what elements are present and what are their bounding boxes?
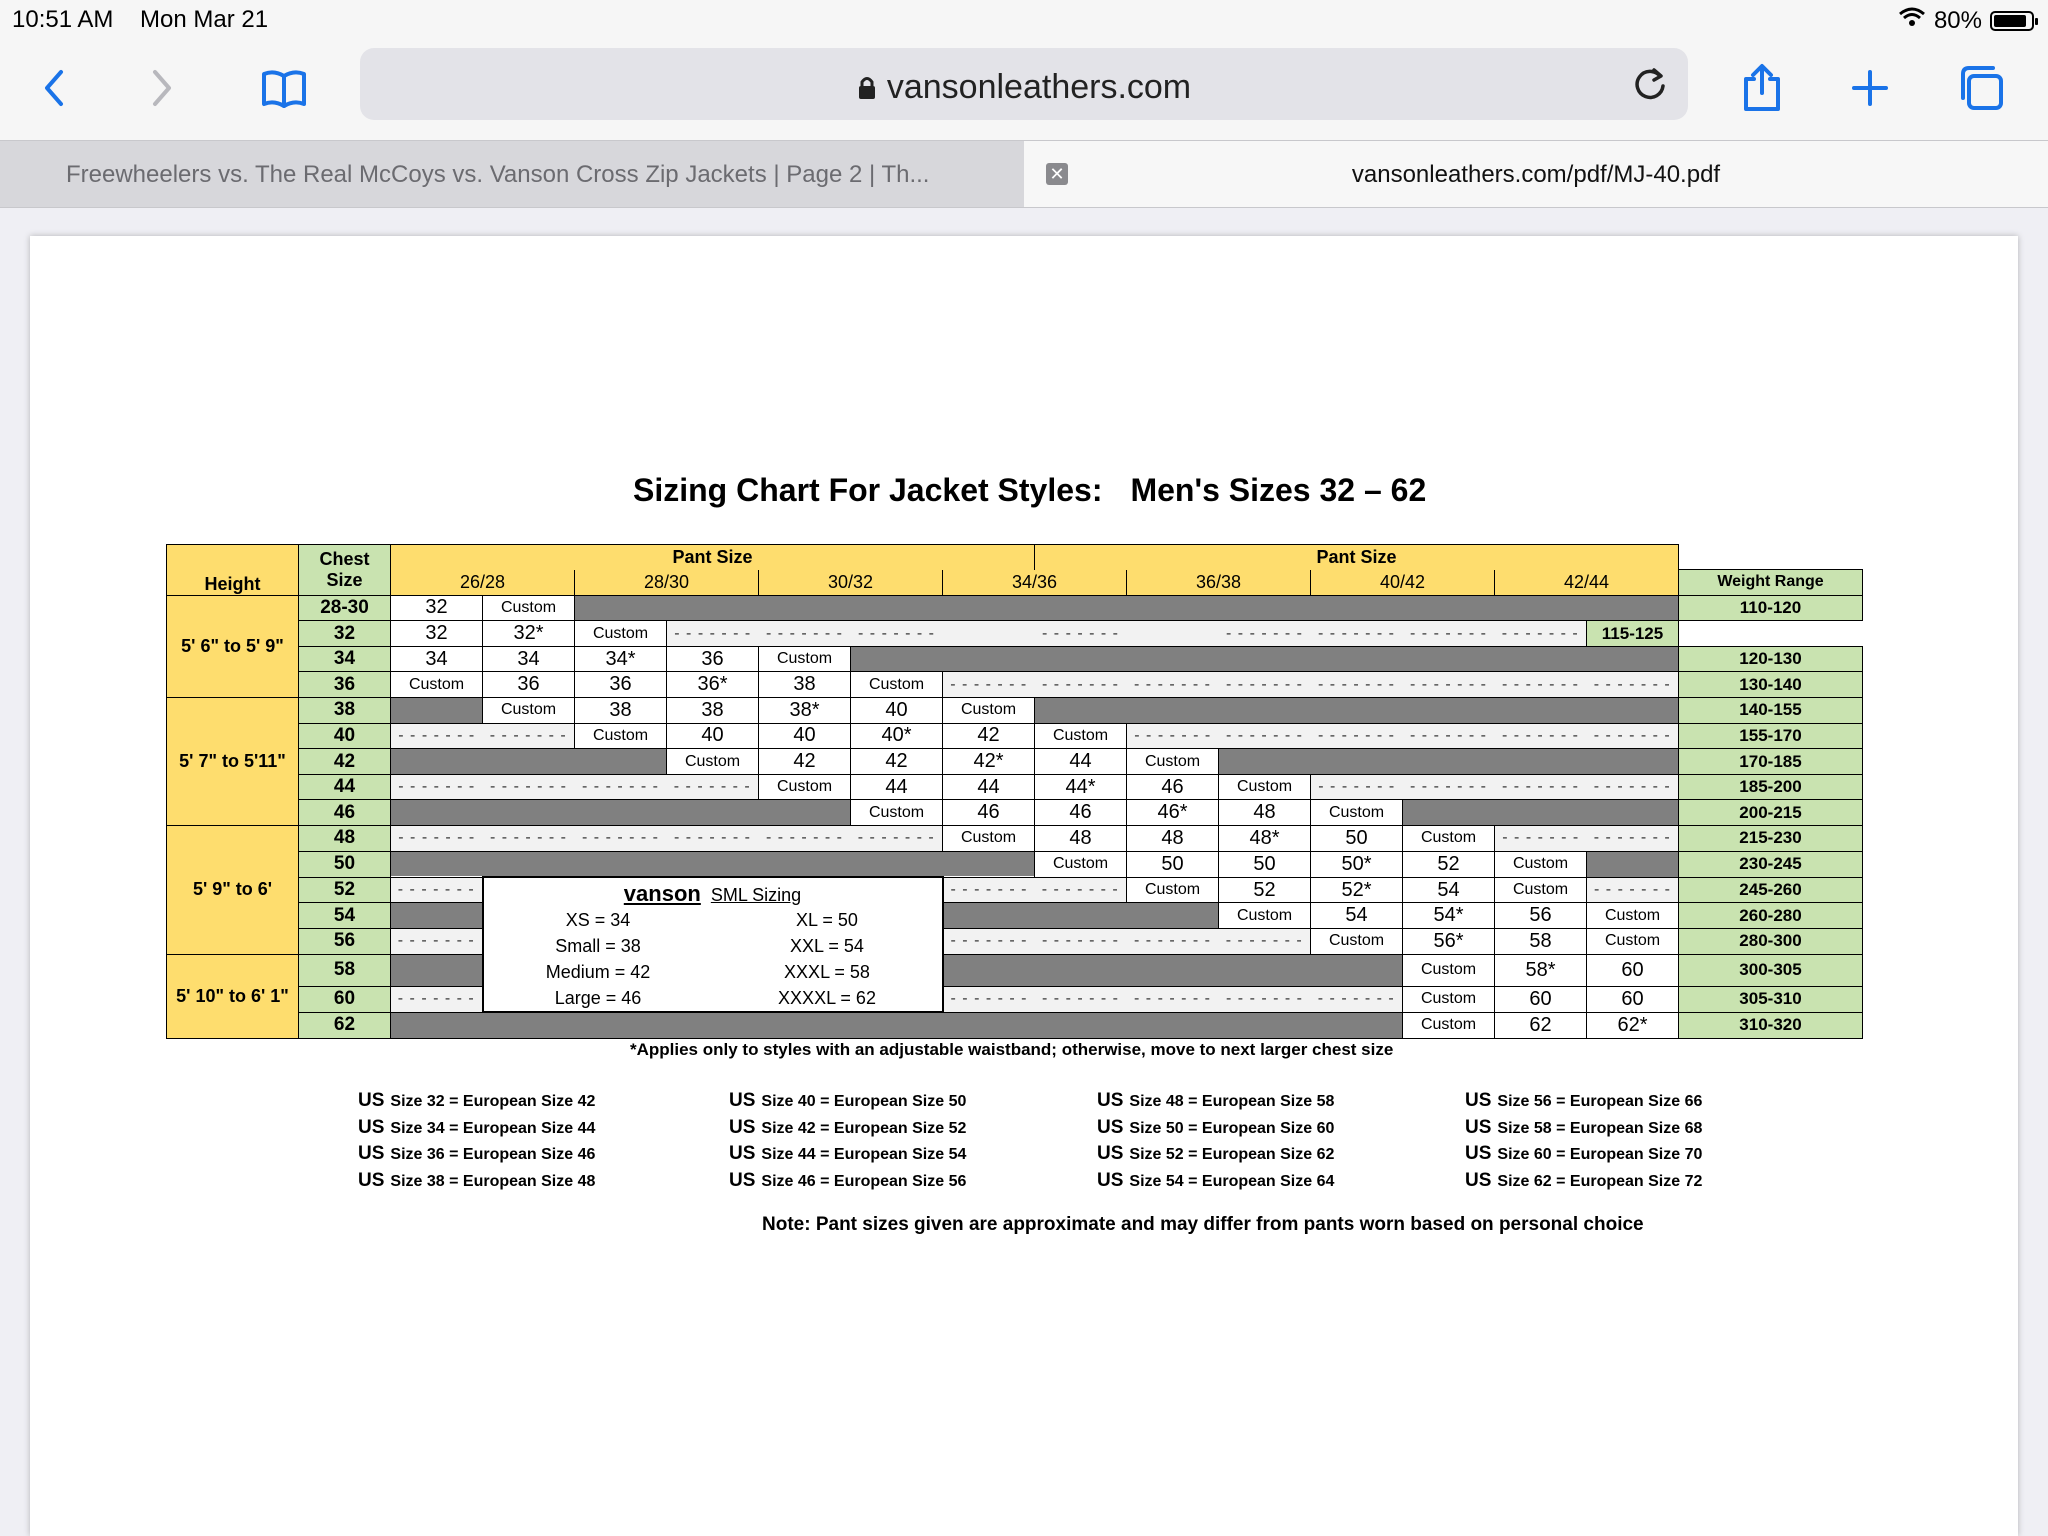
weight-range: 170-185 (1679, 749, 1863, 775)
document-title (633, 472, 1426, 509)
battery-percent: 80% (1933, 6, 1982, 34)
sml-item: XXXL = 58 (784, 962, 870, 983)
size-cell: 34 (391, 646, 483, 672)
size-cell: 54 (1403, 877, 1495, 903)
size-cell: Custom (1403, 826, 1495, 852)
chest-size: 28-30 (299, 595, 391, 621)
weight-range: 245-260 (1679, 877, 1863, 903)
dash-cell: - - - - - - - (483, 774, 575, 800)
size-cell: 54 (1311, 903, 1403, 929)
dash-cell: - - - - - - - (667, 774, 759, 800)
chest-size: 56 (299, 928, 391, 954)
size-cell: 36 (575, 672, 667, 698)
unavailable-cell (391, 954, 483, 987)
lock-icon (857, 75, 877, 101)
dash-cell: - - - - - - - (1127, 987, 1219, 1013)
weight-range: 310-320 (1679, 1012, 1863, 1038)
sml-item: Medium = 42 (545, 962, 651, 983)
weight-range: 260-280 (1679, 903, 1863, 929)
size-cell: Custom (851, 800, 943, 826)
dash-cell: - - - - - - - (759, 826, 851, 852)
bookmarks-button[interactable] (254, 58, 314, 118)
size-chart-table (166, 544, 1863, 1039)
dash-cell: - - - - - - - (1311, 672, 1403, 698)
bookmarks-icon (260, 68, 308, 108)
size-cell: Custom (1587, 928, 1679, 954)
unavailable-cell (575, 595, 1679, 621)
dash-cell: - - - - - - - (1587, 826, 1679, 852)
size-cell: 58 (1495, 928, 1587, 954)
pant-size-label: 26/28 (391, 570, 575, 596)
sml-title: SML Sizing (710, 885, 802, 906)
forward-icon (147, 68, 177, 108)
dash-cell: - - - - - - - (1219, 987, 1311, 1013)
weight-header: Weight Range (1679, 570, 1863, 596)
size-cell: 36 (667, 646, 759, 672)
height-header: Height (167, 545, 299, 596)
size-cell: 62 (1495, 1012, 1587, 1038)
conversion-row: US Size 44 = European Size 54 (729, 1143, 967, 1164)
table-row (167, 928, 1863, 954)
pant-size-label: 34/36 (943, 570, 1127, 596)
size-cell: 48 (1035, 826, 1127, 852)
unavailable-cell (1035, 698, 1679, 724)
sml-item: XL = 50 (796, 910, 858, 931)
dash-cell: - - - - - - - (1403, 672, 1495, 698)
dash-cell (943, 621, 1035, 647)
header-row-1 (167, 545, 1863, 570)
size-cell: 50* (1311, 851, 1403, 877)
back-button[interactable] (24, 58, 84, 118)
dash-cell: - - - - - - - (1587, 723, 1679, 749)
weight-range: 110-120 (1679, 595, 1863, 621)
size-cell: Custom (1127, 877, 1219, 903)
dash-cell: - - - - - - - (851, 621, 943, 647)
size-cell: 56 (1495, 903, 1587, 929)
conversion-row: US Size 62 = European Size 72 (1465, 1169, 1703, 1191)
share-button[interactable] (1732, 58, 1792, 118)
dash-cell: - - - - - - - (667, 826, 759, 852)
size-cell: 38* (759, 698, 851, 724)
size-cell: Custom (1127, 749, 1219, 775)
unavailable-cell (391, 1012, 1403, 1038)
size-cell: Custom (1035, 723, 1127, 749)
dash-cell: - - - - - - - (1587, 672, 1679, 698)
sml-brand: vanson (623, 881, 701, 907)
close-icon[interactable]: ✕ (1046, 163, 1068, 185)
weight-range: 185-200 (1679, 774, 1863, 800)
unavailable-cell (391, 851, 1035, 877)
size-cell: 34* (575, 646, 667, 672)
table-row (167, 621, 1863, 647)
status-right (1898, 6, 2034, 35)
weight-range: 130-140 (1679, 672, 1863, 698)
conversion-row: US Size 58 = European Size 68 (1465, 1116, 1703, 1138)
size-cell: 40 (851, 698, 943, 724)
dash-cell: - - - - - - - (1403, 723, 1495, 749)
dash-cell: - - - - - - - (1587, 877, 1679, 903)
size-cell: 54* (1403, 903, 1495, 929)
table-row (167, 723, 1863, 749)
size-cell: Custom (851, 672, 943, 698)
size-cell: Custom (1587, 903, 1679, 929)
size-cell: Custom (943, 698, 1035, 724)
dash-cell: - - - - - - - (667, 621, 759, 647)
tab-title: vansonleathers.com/pdf/MJ-40.pdf (1351, 161, 1721, 188)
sml-list (484, 907, 942, 1011)
dash-cell: - - - - - - - (1495, 723, 1587, 749)
size-cell: 48 (1127, 826, 1219, 852)
size-cell: Custom (483, 595, 575, 621)
pant-size-label: 40/42 (1311, 570, 1495, 596)
url-text: vansonleathers.com (886, 68, 1192, 106)
battery-icon (1990, 11, 2034, 31)
chest-size: 32 (299, 621, 391, 647)
chest-size: 38 (299, 698, 391, 724)
dash-cell: - - - - - - - (391, 774, 483, 800)
size-cell: 62* (1587, 1012, 1679, 1038)
dash-cell: - - - - - - - (1035, 877, 1127, 903)
dash-cell: - - - - - - - (1035, 621, 1127, 647)
size-cell: 40 (667, 723, 759, 749)
size-cell: 46 (1035, 800, 1127, 826)
unavailable-cell (943, 903, 1219, 929)
size-cell: 60 (1495, 987, 1587, 1013)
forward-button[interactable] (132, 58, 192, 118)
conversion-row: US Size 34 = European Size 44 (358, 1116, 596, 1138)
conversion-column (1097, 1088, 1334, 1194)
table-row (167, 774, 1863, 800)
chest-size: 62 (299, 1012, 391, 1038)
conversion-column (358, 1088, 595, 1194)
conversion-row: US Size 52 = European Size 62 (1097, 1143, 1335, 1164)
size-cell: Custom (1403, 954, 1495, 987)
dash-cell (1127, 621, 1219, 647)
unavailable-cell (391, 903, 483, 929)
pant-size-label: 28/30 (575, 570, 759, 596)
size-cell: 38 (759, 672, 851, 698)
size-cell: Custom (575, 723, 667, 749)
size-cell: 44 (943, 774, 1035, 800)
conversion-row: US Size 32 = European Size 42 (358, 1090, 596, 1111)
tabs-icon (1957, 64, 2007, 112)
dash-cell: - - - - - - - (1311, 621, 1403, 647)
conversion-column (1465, 1088, 1702, 1194)
sml-item: Large = 46 (554, 988, 642, 1009)
size-cell: 56* (1403, 928, 1495, 954)
pant-size-note: Note: Pant sizes given are approximate and may differ from pants worn based on personal choice (762, 1214, 1644, 1235)
sml-item: XXL = 54 (790, 936, 864, 957)
pant-size-label: 30/32 (759, 570, 943, 596)
chest-size: 52 (299, 877, 391, 903)
conversion-row: US Size 38 = European Size 48 (358, 1169, 596, 1191)
chest-size: 36 (299, 672, 391, 698)
conversion-row: US Size 46 = European Size 56 (729, 1169, 967, 1191)
unavailable-cell (391, 698, 483, 724)
tabs-button[interactable] (1952, 58, 2012, 118)
size-cell: 32 (391, 621, 483, 647)
chest-size: 42 (299, 749, 391, 775)
size-cell: 50 (1127, 851, 1219, 877)
size-cell: Custom (1495, 851, 1587, 877)
size-cell: 60 (1587, 954, 1679, 987)
weight-range: 200-215 (1679, 800, 1863, 826)
dash-cell: - - - - - - - (1219, 672, 1311, 698)
table-row (167, 877, 1863, 903)
dash-cell: - - - - - - - (943, 672, 1035, 698)
conversion-row: US Size 36 = European Size 46 (358, 1143, 596, 1164)
conversion-row: US Size 56 = European Size 66 (1465, 1090, 1703, 1111)
conversion-row: US Size 54 = European Size 64 (1097, 1169, 1335, 1191)
unavailable-cell (1587, 851, 1679, 877)
size-cell: 34 (483, 646, 575, 672)
pant-size-label: 42/44 (1495, 570, 1679, 596)
status-bar (0, 0, 2048, 40)
dash-cell: - - - - - - - (1495, 826, 1587, 852)
table-row (167, 646, 1863, 672)
size-cell: 50 (1311, 826, 1403, 852)
conversion-column (729, 1088, 966, 1194)
size-cell: Custom (1403, 987, 1495, 1013)
table-row (167, 826, 1863, 852)
size-cell: Custom (575, 621, 667, 647)
dash-cell: - - - - - - - (1311, 723, 1403, 749)
table-row (167, 903, 1863, 929)
unavailable-cell (1219, 749, 1679, 775)
size-cell: 36 (483, 672, 575, 698)
size-cell: Custom (483, 698, 575, 724)
dash-cell: - - - - - - - (391, 723, 483, 749)
size-cell: 58* (1495, 954, 1587, 987)
title-right: Men's Sizes 32 – 62 (1130, 472, 1427, 508)
dash-cell: - - - - - - - (1219, 723, 1311, 749)
pant-size-header-right: Pant Size (1035, 545, 1679, 570)
size-cell: 46 (1127, 774, 1219, 800)
tab-pdf[interactable] (1024, 141, 2048, 207)
weight-range: 305-310 (1679, 987, 1863, 1013)
size-cell: 42* (943, 749, 1035, 775)
dash-cell: - - - - - - - (391, 877, 483, 903)
chest-size: 46 (299, 800, 391, 826)
dash-cell: - - - - - - - (391, 928, 483, 954)
size-cell: Custom (667, 749, 759, 775)
table-row (167, 954, 1863, 987)
dash-cell: - - - - - - - (943, 877, 1035, 903)
dash-cell: - - - - - - - (1403, 774, 1495, 800)
table-row (167, 698, 1863, 724)
size-cell: Custom (759, 646, 851, 672)
chest-size: 48 (299, 826, 391, 852)
size-cell: 50 (1219, 851, 1311, 877)
size-cell: Custom (1403, 1012, 1495, 1038)
size-cell: 48* (1219, 826, 1311, 852)
share-icon (1740, 63, 1784, 113)
dash-cell: - - - - - - - (1403, 621, 1495, 647)
size-cell: 40* (851, 723, 943, 749)
tab-forum[interactable] (0, 141, 1024, 207)
status-time: 10:51 AM (12, 6, 114, 33)
dash-cell: - - - - - - - (1495, 672, 1587, 698)
dash-cell: - - - - - - - (1127, 928, 1219, 954)
size-cell: 52 (1403, 851, 1495, 877)
status-date: Mon Mar 21 (140, 6, 269, 33)
weight-range: 230-245 (1679, 851, 1863, 877)
back-icon (39, 68, 69, 108)
size-cell: 60 (1587, 987, 1679, 1013)
dash-cell: - - - - - - - (1495, 621, 1587, 647)
size-cell: Custom (1495, 877, 1587, 903)
chest-size: 50 (299, 851, 391, 877)
size-cell: 42 (851, 749, 943, 775)
height-group: 5' 6" to 5' 9" (167, 595, 299, 697)
unavailable-cell (943, 954, 1403, 987)
height-group: 5' 7" to 5'11" (167, 698, 299, 826)
weight-range: 300-305 (1679, 954, 1863, 987)
unavailable-cell (391, 800, 851, 826)
dash-cell: - - - - - - - (1035, 987, 1127, 1013)
conversion-row: US Size 48 = European Size 58 (1097, 1090, 1335, 1111)
dash-cell: - - - - - - - (943, 987, 1035, 1013)
size-cell: 46 (943, 800, 1035, 826)
dash-cell: - - - - - - - (1127, 723, 1219, 749)
dash-cell: - - - - - - - (391, 826, 483, 852)
address-bar[interactable] (360, 48, 1688, 120)
size-cell: 32* (483, 621, 575, 647)
sml-item: Small = 38 (555, 936, 641, 957)
dash-cell: - - - - - - - (1219, 621, 1311, 647)
size-cell: 38 (667, 698, 759, 724)
size-cell: 52* (1311, 877, 1403, 903)
size-cell: Custom (759, 774, 851, 800)
sml-sizing-box (483, 877, 943, 1012)
sml-item: XS = 34 (565, 910, 631, 931)
dash-cell: - - - - - - - (1587, 774, 1679, 800)
new-tab-button[interactable] (1840, 58, 1900, 118)
dash-cell: - - - - - - - (575, 826, 667, 852)
table-row (167, 851, 1863, 877)
dash-cell: - - - - - - - (759, 621, 851, 647)
browser-toolbar (0, 40, 2048, 140)
size-cell: 48 (1219, 800, 1311, 826)
weight-range: 215-230 (1679, 826, 1863, 852)
weight-range: 155-170 (1679, 723, 1863, 749)
size-cell: Custom (1035, 851, 1127, 877)
size-cell: Custom (391, 672, 483, 698)
chest-size: 58 (299, 954, 391, 987)
header-row-2 (167, 570, 1863, 596)
dash-cell: - - - - - - - (1219, 928, 1311, 954)
chest-header: Chest Size (299, 545, 391, 596)
height-group: 5' 10" to 6' 1" (167, 954, 299, 1038)
table-row (167, 595, 1863, 621)
dash-cell: - - - - - - - (1035, 672, 1127, 698)
height-group: 5' 9" to 6' (167, 826, 299, 954)
tab-title: Freewheelers vs. The Real McCoys vs. Vanson Cross Zip Jackets | Page 2 | Th... (66, 161, 930, 188)
table-row (167, 800, 1863, 826)
tab-bar (0, 140, 2048, 208)
size-cell: 42 (943, 723, 1035, 749)
title-left: Sizing Chart For Jacket Styles: (633, 472, 1103, 508)
dash-cell: - - - - - - - (483, 723, 575, 749)
size-cell: 36* (667, 672, 759, 698)
unavailable-cell (851, 646, 1679, 672)
size-cell: 40 (759, 723, 851, 749)
size-cell: 44 (851, 774, 943, 800)
weight-range: 140-155 (1679, 698, 1863, 724)
size-cell: Custom (943, 826, 1035, 852)
size-cell: Custom (1219, 774, 1311, 800)
conversion-row: US Size 40 = European Size 50 (729, 1090, 967, 1111)
chest-size: 44 (299, 774, 391, 800)
dash-cell: - - - - - - - (483, 826, 575, 852)
wifi-icon (1898, 6, 1926, 35)
size-cell: Custom (1311, 928, 1403, 954)
size-cell: 38 (575, 698, 667, 724)
weight-range: 120-130 (1679, 646, 1863, 672)
conversion-row: US Size 60 = European Size 70 (1465, 1143, 1703, 1164)
unavailable-cell (1403, 800, 1679, 826)
footnote: *Applies only to styles with an adjustable waistband; otherwise, move to next larger chest size (630, 1040, 1394, 1059)
dash-cell: - - - - - - - (1311, 774, 1403, 800)
size-cell: 46* (1127, 800, 1219, 826)
chest-size: 60 (299, 987, 391, 1013)
table-row (167, 987, 1863, 1013)
conversion-row: US Size 50 = European Size 60 (1097, 1116, 1335, 1138)
chest-size: 40 (299, 723, 391, 749)
dash-cell: - - - - - - - (943, 928, 1035, 954)
chest-size: 54 (299, 903, 391, 929)
weight-range: 280-300 (1679, 928, 1863, 954)
chest-size: 34 (299, 646, 391, 672)
dash-cell: - - - - - - - (391, 987, 483, 1013)
size-cell: 44* (1035, 774, 1127, 800)
new-tab-icon (1850, 68, 1890, 108)
size-cell: 44 (1035, 749, 1127, 775)
size-cell: 32 (391, 595, 483, 621)
dash-cell: - - - - - - - (1495, 774, 1587, 800)
size-cell: Custom (1219, 903, 1311, 929)
reload-icon[interactable] (1630, 64, 1670, 104)
table-row (167, 672, 1863, 698)
pant-size-label: 36/38 (1127, 570, 1311, 596)
dash-cell: - - - - - - - (851, 826, 943, 852)
size-cell: 42 (759, 749, 851, 775)
dash-cell: - - - - - - - (575, 774, 667, 800)
dash-cell: - - - - - - - (1127, 672, 1219, 698)
dash-cell: - - - - - - - (1035, 928, 1127, 954)
table-row (167, 749, 1863, 775)
size-cell: 52 (1219, 877, 1311, 903)
sml-item: XXXXL = 62 (778, 988, 876, 1009)
unavailable-cell (391, 749, 667, 775)
table-row (167, 1012, 1863, 1038)
pant-size-header-left: Pant Size (391, 545, 1035, 570)
size-cell: Custom (1311, 800, 1403, 826)
weight-range: 115-125 (1587, 621, 1679, 647)
dash-cell: - - - - - - - (1311, 987, 1403, 1013)
conversion-row: US Size 42 = European Size 52 (729, 1116, 967, 1138)
